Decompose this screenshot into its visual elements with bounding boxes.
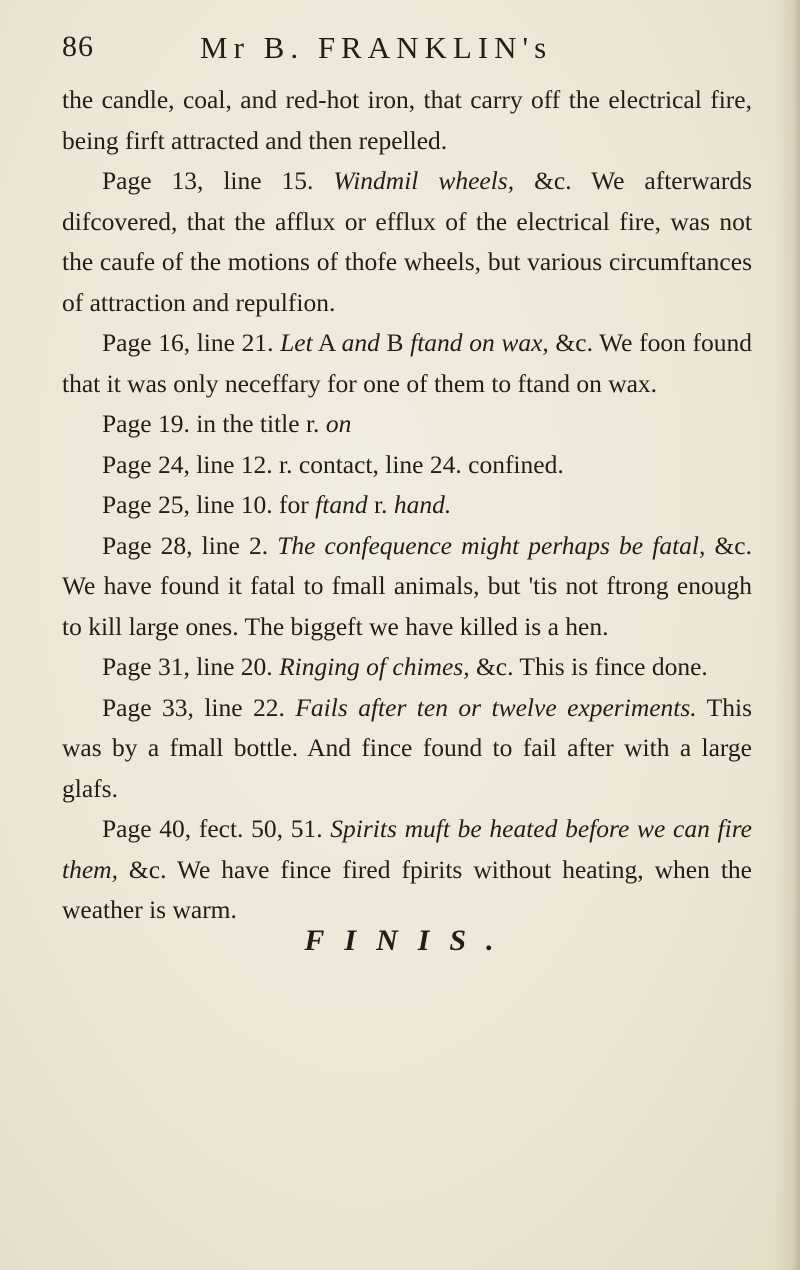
italic-text: on [325,409,352,438]
text-run: the candle, coal, and red-hot iron, that carry off the electrical fire, being firft attracted and then repelled. [62,85,752,155]
page-header [50,22,760,72]
italic-text: and [341,328,380,357]
running-head: Mr B. FRANKLIN's [200,30,553,65]
text-run: B [379,328,411,357]
text-run: This was by a fmall bottle. And fince found to fail after with a large glafs. [62,692,753,803]
italic-text: Windmil wheels, [333,166,515,195]
text-run: Page 40, fect. 50, 51. [102,814,331,843]
paragraph [62,404,752,445]
paragraph [62,526,752,648]
text-run: &c. We afterwards difcovered, that the afflux or efflux of the electrical fire, was not the caufe of the motions of thofe wheels, but various circumftances of attraction and repulfion. [62,166,752,317]
italic-text: The confequence might perhaps be fatal, [277,530,706,560]
paragraph [62,647,752,688]
paragraph [62,809,752,931]
paragraph [62,80,752,161]
text-run: Page 16, line 21. [102,328,281,357]
italic-text: Let [280,328,313,357]
text-run: &c. We foon found that it was only neceffary for one of them to ftand on wax. [62,328,752,398]
text-run: &c. We have found it fatal to fmall animals, but 'tis not ftrong enough to kill large ones. The biggeft we have killed is a hen. [62,530,752,641]
italic-text: ftand [315,490,368,519]
italic-text: Ringing of chimes, [279,652,470,681]
text-run: r. [367,490,394,519]
text-run: Page 25, line 10. for [102,490,316,519]
italic-text: hand. [393,490,452,519]
italic-text: ftand on wax, [410,328,549,357]
paragraph [62,445,752,486]
text-run: Page 24, line 12. r. contact, line 24. confined. [102,449,564,479]
italic-text: Spirits muft be heated before we can fire them, [62,814,752,884]
italic-text: Fails after ten or twelve experiments. [295,692,697,722]
paragraph [62,688,752,810]
finis-mark: FINIS. [304,924,514,957]
page-number: 86 [62,30,94,63]
page-edge-shadow [774,0,800,1270]
text-run: &c. We have fince fired fpirits without heating, when the weather is warm. [62,854,752,924]
paragraph [62,485,752,526]
text-run: A [312,328,342,357]
body-text [62,80,752,931]
text-run: Page 33, line 22. [102,692,296,722]
text-run: Page 28, line 2. [102,530,278,560]
text-run: Page 31, line 20. [102,652,280,681]
text-run: &c. This is fince done. [469,652,708,681]
paragraph [62,161,752,323]
text-run: Page 13, line 15. [102,166,334,195]
text-run: Page 19. in the title r. [102,409,326,438]
paragraph [62,323,752,404]
